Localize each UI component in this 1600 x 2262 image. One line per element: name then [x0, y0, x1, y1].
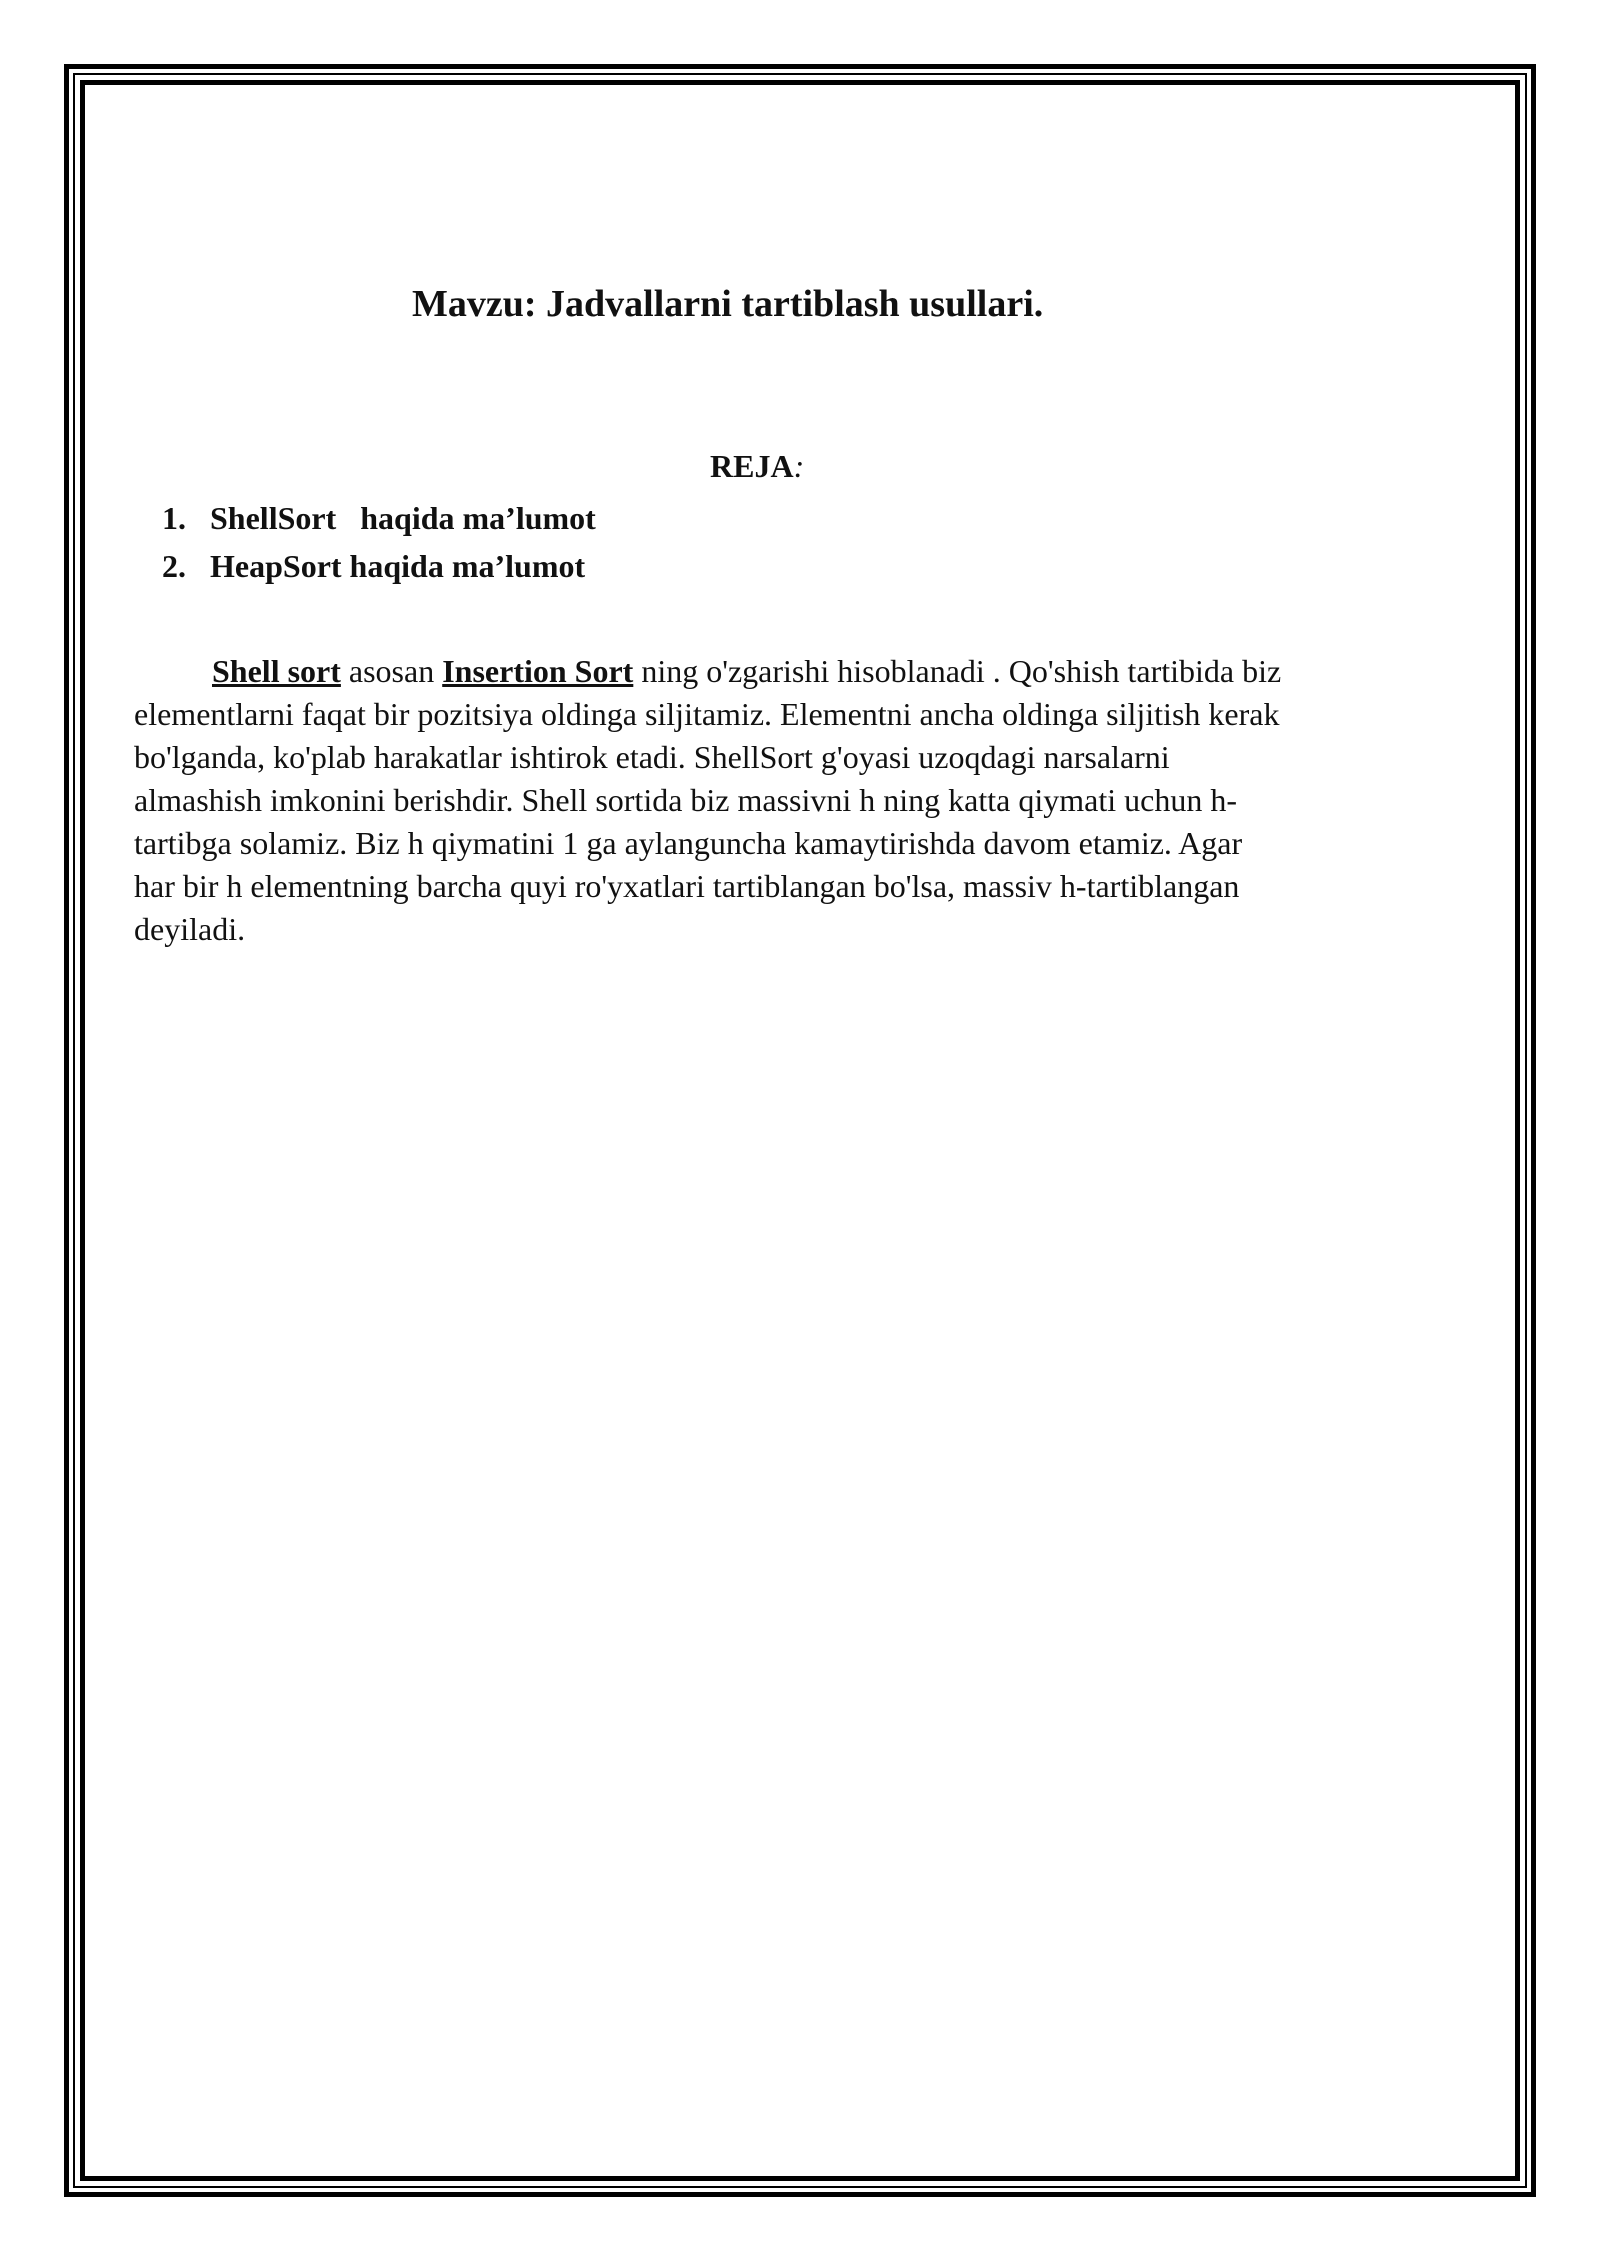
plan-heading: [710, 448, 804, 485]
paragraph-text: ning o'zgarishi hisoblanadi . Qo'shish tartibida biz: [633, 653, 1282, 689]
paragraph-line: elementlarni faqat bir pozitsiya oldinga siljitamiz. Elementni ancha oldinga siljitish kerak: [134, 696, 1280, 732]
shell-sort-paragraph: [134, 650, 1498, 951]
page-border-inner: [80, 80, 1520, 2181]
shell-sort-term: Shell sort: [212, 653, 341, 689]
plan-item-number: 2.: [162, 548, 186, 584]
plan-item-text: ShellSort haqida ma’lumot: [210, 500, 596, 536]
paragraph-line: deyiladi.: [134, 911, 246, 947]
plan-list: [162, 494, 596, 590]
insertion-sort-term: Insertion Sort: [442, 653, 634, 689]
paragraph-line: tartibga solamiz. Biz h qiymatini 1 ga aylanguncha kamaytirishda davom etamiz. Agar: [134, 825, 1243, 861]
paragraph-line: almashish imkonini berishdir. Shell sortida biz massivni h ning katta qiymati uchun h-: [134, 782, 1237, 818]
document-title: Mavzu: Jadvallarni tartiblash usullari.: [412, 283, 1044, 325]
paragraph-line: [134, 650, 1498, 693]
plan-heading-colon: :: [793, 448, 805, 484]
plan-item: [162, 494, 596, 542]
plan-item-text: HeapSort haqida ma’lumot: [210, 548, 586, 584]
paragraph-text: asosan: [340, 653, 443, 689]
plan-heading-label: REJA: [710, 448, 794, 484]
plan-item-number: 1.: [162, 500, 186, 536]
paragraph-line: bo'lganda, ko'plab harakatlar ishtirok etadi. ShellSort g'oyasi uzoqdagi narsalarni: [134, 739, 1170, 775]
paragraph-line: har bir h elementning barcha quyi ro'yxatlari tartiblangan bo'lsa, massiv h-tartiblangan: [134, 868, 1240, 904]
plan-item: [162, 542, 596, 590]
